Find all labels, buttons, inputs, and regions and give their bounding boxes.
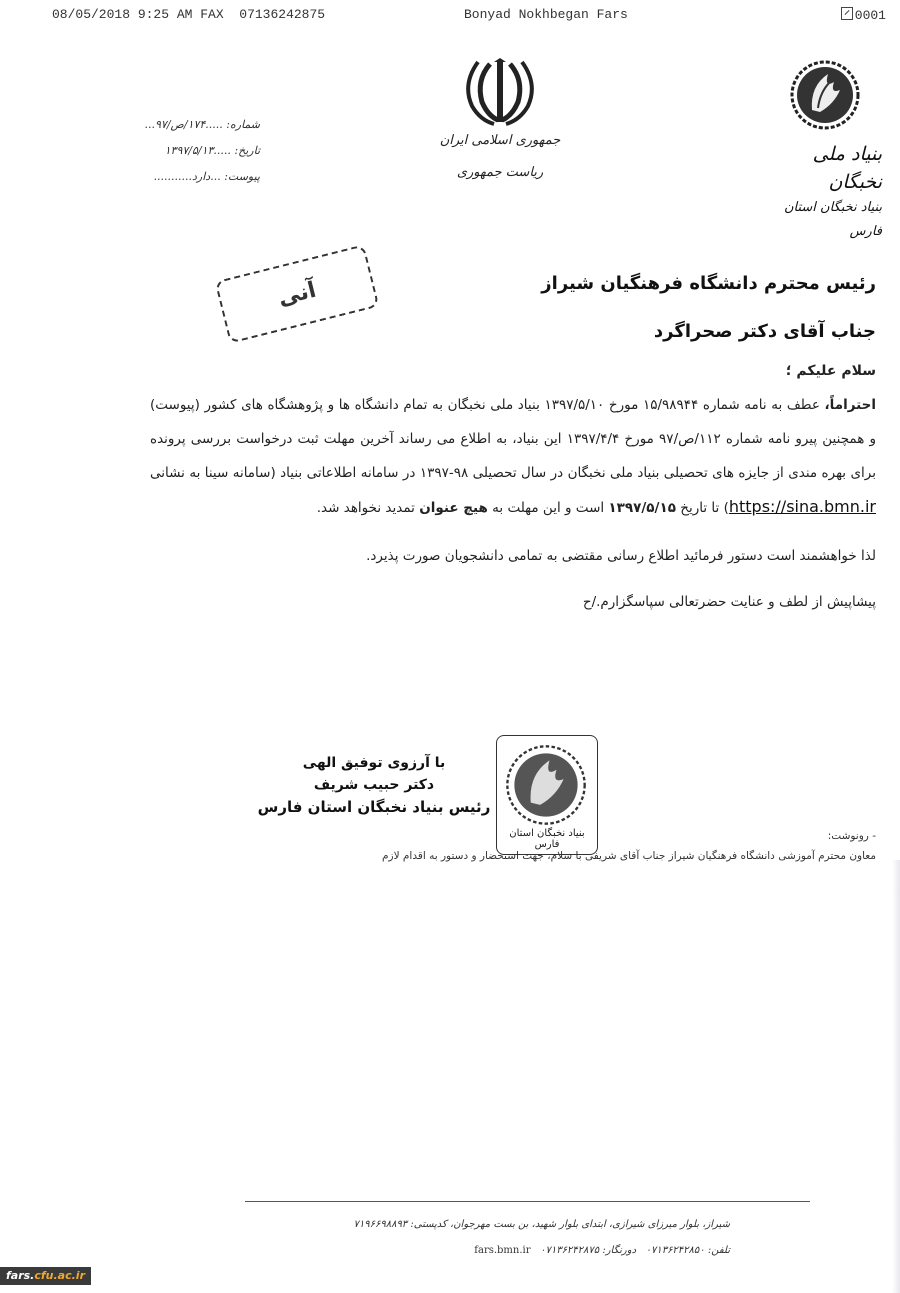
emphasis: هیچ عنوان: [419, 500, 488, 516]
fax-datetime: [52, 7, 325, 22]
letter-footer: [330, 1212, 730, 1264]
date-label: تاریخ:: [234, 144, 260, 157]
letter-meta: [110, 112, 260, 190]
paragraph-text: ) تا تاریخ: [675, 500, 729, 516]
official-seal-icon: [505, 744, 587, 826]
watermark-prefix: fars.: [6, 1269, 35, 1282]
number-label: شماره:: [226, 118, 260, 131]
organization-name: [760, 140, 882, 244]
fax-label: FAX: [200, 7, 224, 22]
letter-attachment: پیوست: ...دارد...........: [153, 170, 260, 183]
deadline-date: ۱۳۹۷/۵/۱۵: [608, 500, 676, 516]
letter-number: شماره: .....۱۷۴/ص/۹۷...: [144, 118, 260, 131]
fax-page-icon: [841, 7, 853, 20]
iran-emblem-icon: [460, 58, 540, 128]
request-paragraph: لذا خواهشمند است دستور فرمائید اطلاع رسانی مقتضی به تمامی دانشجویان صورت پذیرد.: [366, 548, 876, 564]
attachment-label: پیوست:: [224, 170, 260, 183]
footer-divider: [245, 1201, 810, 1202]
fax-number: 07136242875: [239, 7, 326, 22]
sina-link[interactable]: https://sina.bmn.ir: [728, 497, 876, 516]
paragraph-text: است و این مهلت به: [487, 500, 609, 516]
signatory-name: دکتر حبیب شریف: [313, 777, 435, 793]
foundation-logo-icon: [790, 60, 860, 130]
fax-date: 08/05/2018 9:25 AM: [52, 7, 193, 22]
site-watermark: [0, 1267, 91, 1285]
opening: احتراماً،: [824, 397, 876, 413]
urgent-stamp: [215, 244, 380, 343]
signature-text: [244, 752, 504, 818]
government-header: [420, 125, 580, 189]
scan-edge: [892, 860, 900, 1293]
fax-page: [841, 7, 886, 23]
footer-contacts: [330, 1238, 730, 1264]
cc-label: - رونوشت:: [827, 830, 876, 842]
organization-branch: بنیاد نخبگان استان فارس: [783, 200, 882, 239]
phone-label: تلفن:: [707, 1245, 730, 1256]
paragraph-text: عطف به نامه شماره ۱۵/۹۸۹۴۴ مورخ ۱۳۹۷/۵/۱۰ بنیاد ملی نخبگان به تمام دانشگاه ها و پژوهشگاه های کشور (پیوست) و همچنین پیرو نامه شماره ۱۱۲/ص/۹۷ مورخ ۱۳۹۷/۴/۴ این بنیاد، به اطلاع می رساند آخرین مهلت ثبت درخواست بررسی پرونده برای بهره مندی از جایزه های تحصیلی بنیاد ملی نخبگان در سال تحصیلی ۹۸-۱۳۹۷ در سامانه اطلاعاتی بنیاد (سامانه سینا به نشانی: [150, 397, 877, 481]
footer-website[interactable]: fars.bmn.ir: [474, 1245, 531, 1256]
fax-header: [0, 4, 900, 26]
letter-body: [150, 354, 876, 619]
seal-text: بنیاد نخبگان استان فارس: [509, 828, 585, 850]
government-line2: ریاست جمهوری: [456, 165, 544, 180]
fax-page-number: 0001: [854, 8, 886, 23]
signature-wish: با آرزوی توفیق الهی: [302, 755, 446, 771]
attachment-value: دارد: [192, 170, 211, 183]
greeting: سلام علیکم ؛: [785, 363, 876, 379]
cc-recipient: معاون محترم آموزشی دانشگاه فرهنگیان شیراز جناب آقای شریفی با سلام، جهت استحضار و دستور به اقدام لازم: [382, 850, 876, 862]
organization-title: بنیاد ملی نخبگان: [812, 143, 882, 193]
letter-date: تاریخ: .....۱۳۹۷/۵/۱۳: [164, 144, 260, 157]
phone-number: ۰۷۱۳۶۲۴۲۸۵۰: [645, 1245, 705, 1256]
addressee-title: رئیس محترم دانشگاه فرهنگیان شیراز: [541, 273, 876, 294]
main-paragraph: [150, 388, 876, 525]
addressee-name: جناب آقای دکتر صحراگرد: [653, 321, 876, 342]
fax-label: دورنگار:: [602, 1245, 637, 1256]
footer-address: شیراز، بلوار میرزای شیرازی، ابتدای بلوار شهید، بن بست مهرجوان، کدپستی: ۷۱۹۶۶۹۸۸۹۳: [353, 1219, 730, 1230]
government-line1: جمهوری اسلامی ایران: [439, 133, 561, 148]
urgent-stamp-text: آنی: [275, 277, 319, 311]
thanks-paragraph: پیشاپیش از لطف و عنایت حضرتعالی سپاسگزارم./ح: [582, 594, 876, 610]
carbon-copy: [280, 826, 876, 866]
paragraph-text: تمدید نخواهد شد.: [316, 500, 420, 516]
fax-number: ۰۷۱۳۶۲۴۲۸۷۵: [540, 1245, 600, 1256]
number-value: ۱۷۴/ص/۹۷: [155, 118, 206, 131]
date-value: ۱۳۹۷/۵/۱۳: [164, 144, 214, 157]
addressee: [376, 260, 876, 356]
signatory-title: رئیس بنیاد نخبگان استان فارس: [257, 798, 491, 816]
watermark-accent: cfu.ac.ir: [34, 1269, 85, 1282]
fax-sender: Bonyad Nokhbegan Fars: [464, 7, 628, 22]
